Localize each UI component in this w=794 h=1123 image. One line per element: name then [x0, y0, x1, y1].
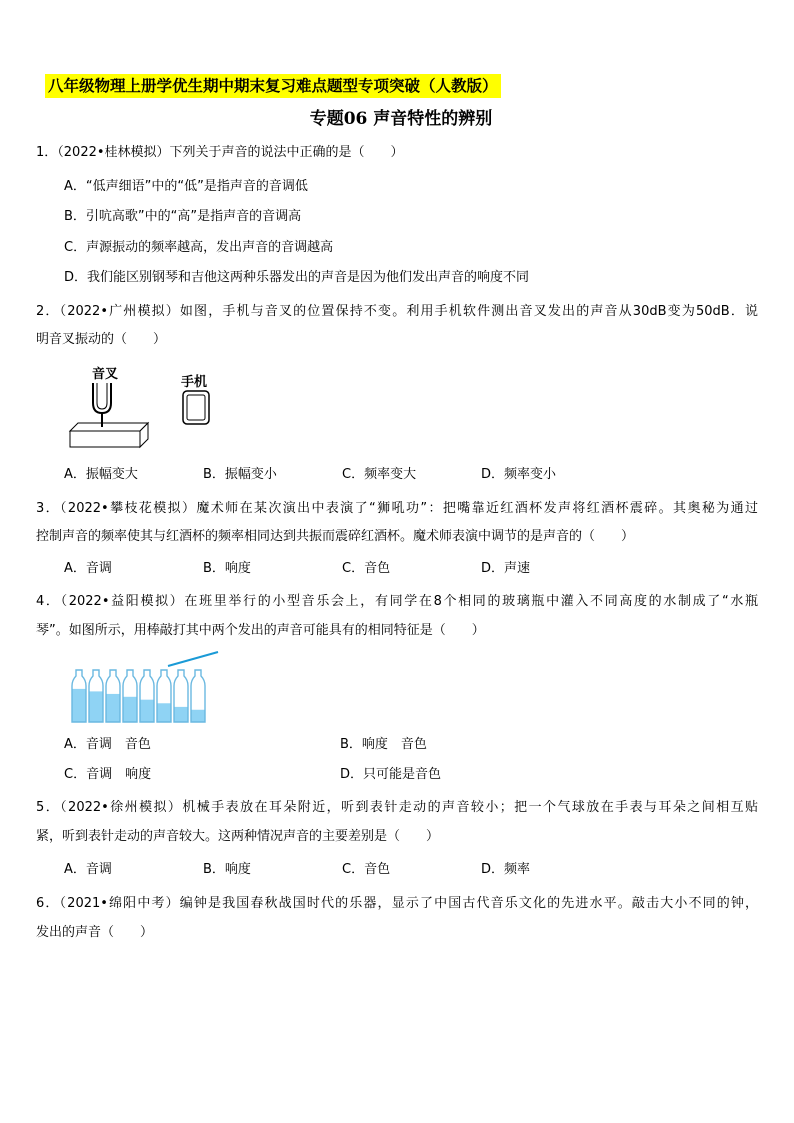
page-title: 专题06 声音特性的辨别 — [309, 109, 493, 129]
q5-option-d: D．频率 — [481, 862, 531, 877]
bottles-icon — [68, 650, 228, 726]
q4-option-b: B．响度 音色 — [340, 737, 427, 752]
q5-option-a: A．音调 — [64, 862, 112, 877]
q4-option-d: D．只可能是音色 — [340, 767, 442, 782]
q5-option-c: C．音色 — [342, 862, 391, 877]
q4-option-a: A．音调 音色 — [64, 737, 151, 752]
question-1: 1．（2022•桂林模拟）下列关于声音的说法中正确的是（ ） — [36, 145, 404, 160]
q5-options — [64, 861, 620, 879]
phone-label: 手机 — [181, 375, 208, 390]
question-3-cont: 控制声音的频率使其与红酒杯的频率相同达到共振而震碎红酒杯。魔术师表演中调节的是声音的（ ） — [36, 529, 635, 544]
series-banner: 八年级物理上册学优生期中期末复习难点题型专项突破（人教版） — [45, 74, 501, 98]
bottle — [89, 670, 103, 722]
q3-option-b: B．响度 — [203, 561, 251, 576]
tuning-fork-icon — [68, 363, 228, 453]
q2-option-b: B．振幅变小 — [203, 467, 277, 482]
question-6: 6．（2021•绵阳中考）编钟是我国春秋战国时代的乐器，显示了中国古代音乐文化的先进水平。敲击大小不同的钟， — [36, 896, 758, 911]
q2-options — [64, 466, 620, 484]
q3-option-d: D．声速 — [481, 561, 531, 576]
q1-option-a: A．“低声细语”中的“低”是指声音的音调低 — [64, 179, 308, 194]
striking-rod — [168, 652, 218, 666]
question-4: 4．（2022•益阳模拟）在班里举行的小型音乐会上，有同学在8个相同的玻璃瓶中灌入不同高度的水制成了“水瓶 — [36, 594, 758, 609]
q1-option-c: C．声源振动的频率越高，发出声音的音调越高 — [64, 240, 334, 255]
question-2-cont: 明音叉振动的（ ） — [36, 332, 167, 347]
bottle — [174, 670, 188, 722]
q2-option-d: D．频率变小 — [481, 467, 557, 482]
question-5-cont: 紧，听到表针走动的声音较大。这两种情况声音的主要差别是（ ） — [36, 829, 440, 844]
q1-option-b: B．引吭高歌”中的“高”是指声音的音调高 — [64, 209, 302, 224]
q4-options-row1 — [64, 736, 616, 754]
tuning-fork-phone-figure — [68, 363, 228, 453]
question-4-cont: 琴”。如图所示，用棒敲打其中两个发出的声音可能具有的相同特征是（ ） — [36, 623, 485, 638]
bottle — [72, 670, 86, 722]
q4-option-c: C．音调 响度 — [64, 767, 152, 782]
q3-options — [64, 560, 620, 578]
question-5: 5．（2022•徐州模拟）机械手表放在耳朵附近，听到表针走动的声音较小；把一个气球放在手表与耳朵之间相互贴 — [36, 800, 758, 815]
bottle — [106, 670, 120, 722]
q2-option-c: C．频率变大 — [342, 467, 417, 482]
bottle — [140, 670, 154, 722]
fork-label: 音叉 — [92, 367, 119, 382]
question-3: 3．（2022•攀枝花模拟）魔术师在某次演出中表演了“狮吼功”：把嘴靠近红酒杯发声将红酒杯震碎。其奥秘为通过 — [36, 501, 758, 516]
q1-option-d: D．我们能区别钢琴和吉他这两种乐器发出的声音是因为他们发出声音的响度不同 — [64, 270, 530, 285]
bottle — [191, 670, 205, 722]
question-6-cont: 发出的声音（ ） — [36, 925, 154, 940]
q2-option-a: A．振幅变大 — [64, 467, 138, 482]
water-bottle-figure — [68, 650, 228, 726]
q4-options-row2 — [64, 766, 616, 784]
q3-option-a: A．音调 — [64, 561, 112, 576]
q5-option-b: B．响度 — [203, 862, 251, 877]
question-2: 2．（2022•广州模拟）如图，手机与音叉的位置保持不变。利用手机软件测出音叉发出的声音从30dB变为50dB．说 — [36, 304, 758, 319]
bottle — [123, 670, 137, 722]
bottle — [157, 670, 171, 722]
q3-option-c: C．音色 — [342, 561, 391, 576]
